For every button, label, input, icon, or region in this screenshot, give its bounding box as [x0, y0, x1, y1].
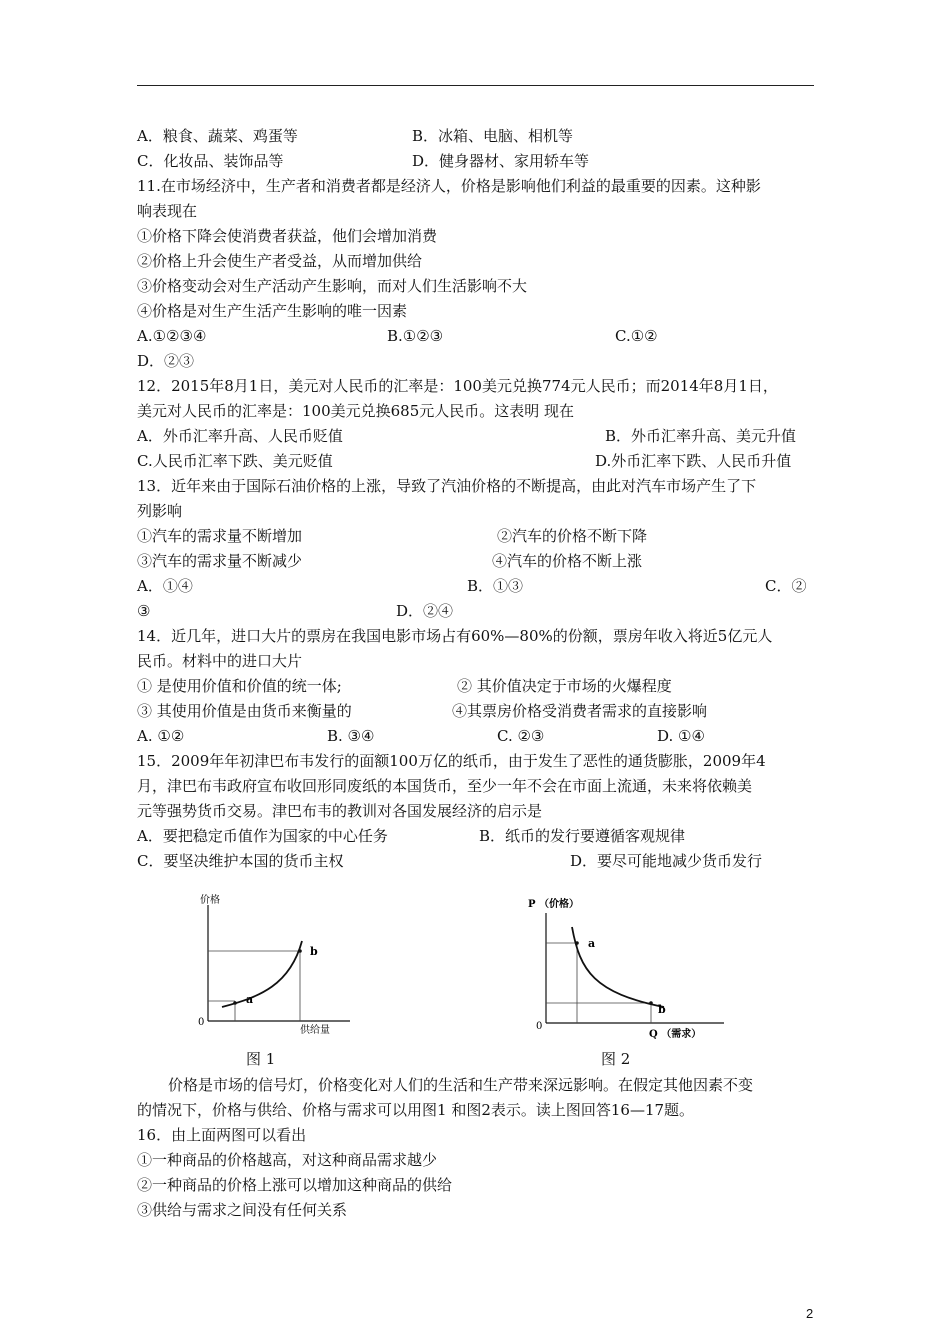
q13-option-a: A．①④	[137, 577, 193, 595]
q13-option-d: D．②④	[396, 602, 454, 620]
fig1-point-b-marker	[298, 949, 302, 953]
q11-statement-1: ①价格下降会使消费者获益，他们会增加消费	[137, 227, 438, 245]
q11-stem-line2: 响表现在	[137, 202, 198, 220]
q13-option-c-cont: ③	[137, 602, 151, 620]
q12-option-d: D.外币汇率下跌、人民币升值	[595, 452, 792, 470]
q15-stem-line1: 15．2009年年初津巴布韦发行的面额100万亿的纸币，由于发生了恶性的通货膨胀，2009年4	[137, 752, 766, 770]
fig1-origin: 0	[198, 1017, 205, 1028]
q13-statement-2: ②汽车的价格不断下降	[497, 527, 648, 545]
figure-1-caption: 图 1	[246, 1050, 276, 1068]
q16-statement-1: ①一种商品的价格越高，对这种商品需求越少	[137, 1151, 438, 1169]
q12-stem-line1: 12．2015年8月1日，美元对人民币的汇率是：100美元兑换774元人民币；而2014年8月1日，	[137, 377, 778, 395]
q11-statement-3: ③价格变动会对生产活动产生影响，而对人们生活影响不大	[137, 277, 528, 295]
q15-stem-line2: 月，津巴布韦政府宣布收回形同废纸的本国货币，至少一年不会在市面上流通，未来将依赖美	[137, 777, 753, 795]
q14-option-d: D. ①④	[657, 727, 705, 745]
fig2-origin: 0	[536, 1021, 543, 1032]
q13-statement-1: ①汽车的需求量不断增加	[137, 527, 303, 545]
q15-option-d: D．要尽可能地减少货币发行	[570, 852, 763, 870]
q14-option-a: A. ①②	[137, 727, 185, 745]
q12-option-c: C.人民币汇率下跌、美元贬值	[137, 452, 333, 470]
q15-stem-line3: 元等强势货币交易。津巴布韦的教训对各国发展经济的启示是	[137, 802, 543, 820]
q12-stem-line2: 美元对人民币的汇率是：100美元兑换685元人民币。这表明 现在	[137, 402, 575, 420]
q14-statement-3: ③ 其使用价值是由货币来衡量的	[137, 702, 352, 720]
intro-line1: 价格是市场的信号灯，价格变化对人们的生活和生产带来深远影响。在假定其他因素不变	[168, 1076, 754, 1094]
q11-option-c: C.①②	[615, 327, 658, 345]
q13-option-b: B．①③	[467, 577, 524, 595]
fig1-point-a-label: a	[246, 993, 254, 1006]
q14-statement-1: ① 是使用价值和价值的统一体;	[137, 677, 342, 695]
q16-statement-3: ③供给与需求之间没有任何关系	[137, 1201, 348, 1219]
q11-option-b: B.①②③	[387, 327, 444, 345]
q10-option-d: D．健身器材、家用轿车等	[412, 152, 590, 170]
fig2-x-label: Q （需求）	[649, 1029, 702, 1040]
intro-line2: 的情况下，价格与供给、价格与需求可以用图1 和图2表示。读上图回答16—17题。	[137, 1101, 695, 1119]
fig1-point-b-label: b	[310, 945, 318, 958]
q14-option-c: C. ②③	[497, 727, 545, 745]
header-rule	[137, 85, 814, 86]
q13-statement-4: ④汽车的价格不断上涨	[492, 552, 643, 570]
q13-statement-3: ③汽车的需求量不断减少	[137, 552, 303, 570]
q13-stem-line1: 13．近年来由于国际石油价格的上涨，导致了汽油价格的不断提高，由此对汽车市场产生了下	[137, 477, 757, 495]
q11-stem-line1: 11.在市场经济中，生产者和消费者都是经济人，价格是影响他们利益的最重要的因素。这种影	[137, 177, 761, 195]
q12-option-a: A．外币汇率升高、人民币贬值	[137, 427, 343, 445]
fig2-point-b-label: b	[658, 1003, 666, 1016]
q14-option-b: B. ③④	[327, 727, 375, 745]
q10-option-a: A．粮食、蔬菜、鸡蛋等	[137, 127, 298, 145]
q12-option-b: B．外币汇率升高、美元升值	[605, 427, 797, 445]
q15-option-a: A．要把稳定币值作为国家的中心任务	[137, 827, 388, 845]
q16-stem: 16．由上面两图可以看出	[137, 1126, 307, 1144]
fig2-point-a-label: a	[588, 937, 596, 950]
q14-statement-4: ④其票房价格受消费者需求的直接影响	[452, 702, 708, 720]
q14-stem-line2: 民币。材料中的进口大片	[137, 652, 303, 670]
q11-option-d: D．②③	[137, 352, 195, 370]
q15-option-b: B．纸币的发行要遵循客观规律	[479, 827, 686, 845]
q11-statement-2: ②价格上升会使生产者受益，从而增加供给	[137, 252, 423, 270]
fig1-point-a-marker	[233, 1001, 237, 1005]
figure-1-supply-graph	[190, 893, 370, 1041]
figure-2-demand-graph	[524, 893, 729, 1045]
fig1-y-label: 价格	[200, 895, 220, 906]
q13-stem-line2: 列影响	[137, 502, 183, 520]
q11-statement-4: ④价格是对生产生活产生影响的唯一因素	[137, 302, 408, 320]
q15-option-c: C．要坚决维护本国的货币主权	[137, 852, 344, 870]
fig2-point-a-marker	[575, 941, 579, 945]
q11-option-a: A.①②③④	[137, 327, 207, 345]
q13-option-c: C．②	[765, 577, 807, 595]
fig2-point-b-marker	[649, 1001, 653, 1005]
fig2-demand-curve	[572, 927, 664, 1007]
page-number: 2	[806, 1306, 814, 1321]
q10-option-c: C．化妆品、装饰品等	[137, 152, 284, 170]
fig1-x-label: 供给量	[300, 1025, 330, 1036]
q14-statement-2: ② 其价值决定于市场的火爆程度	[457, 677, 672, 695]
fig2-y-label: P （价格）	[528, 899, 580, 910]
q10-option-b: B．冰箱、电脑、相机等	[412, 127, 574, 145]
q16-statement-2: ②一种商品的价格上涨可以增加这种商品的供给	[137, 1176, 453, 1194]
q14-stem-line1: 14．近几年，进口大片的票房在我国电影市场占有60%—80%的份额，票房年收入将近5亿元人	[137, 627, 773, 645]
figure-2-caption: 图 2	[601, 1050, 631, 1068]
